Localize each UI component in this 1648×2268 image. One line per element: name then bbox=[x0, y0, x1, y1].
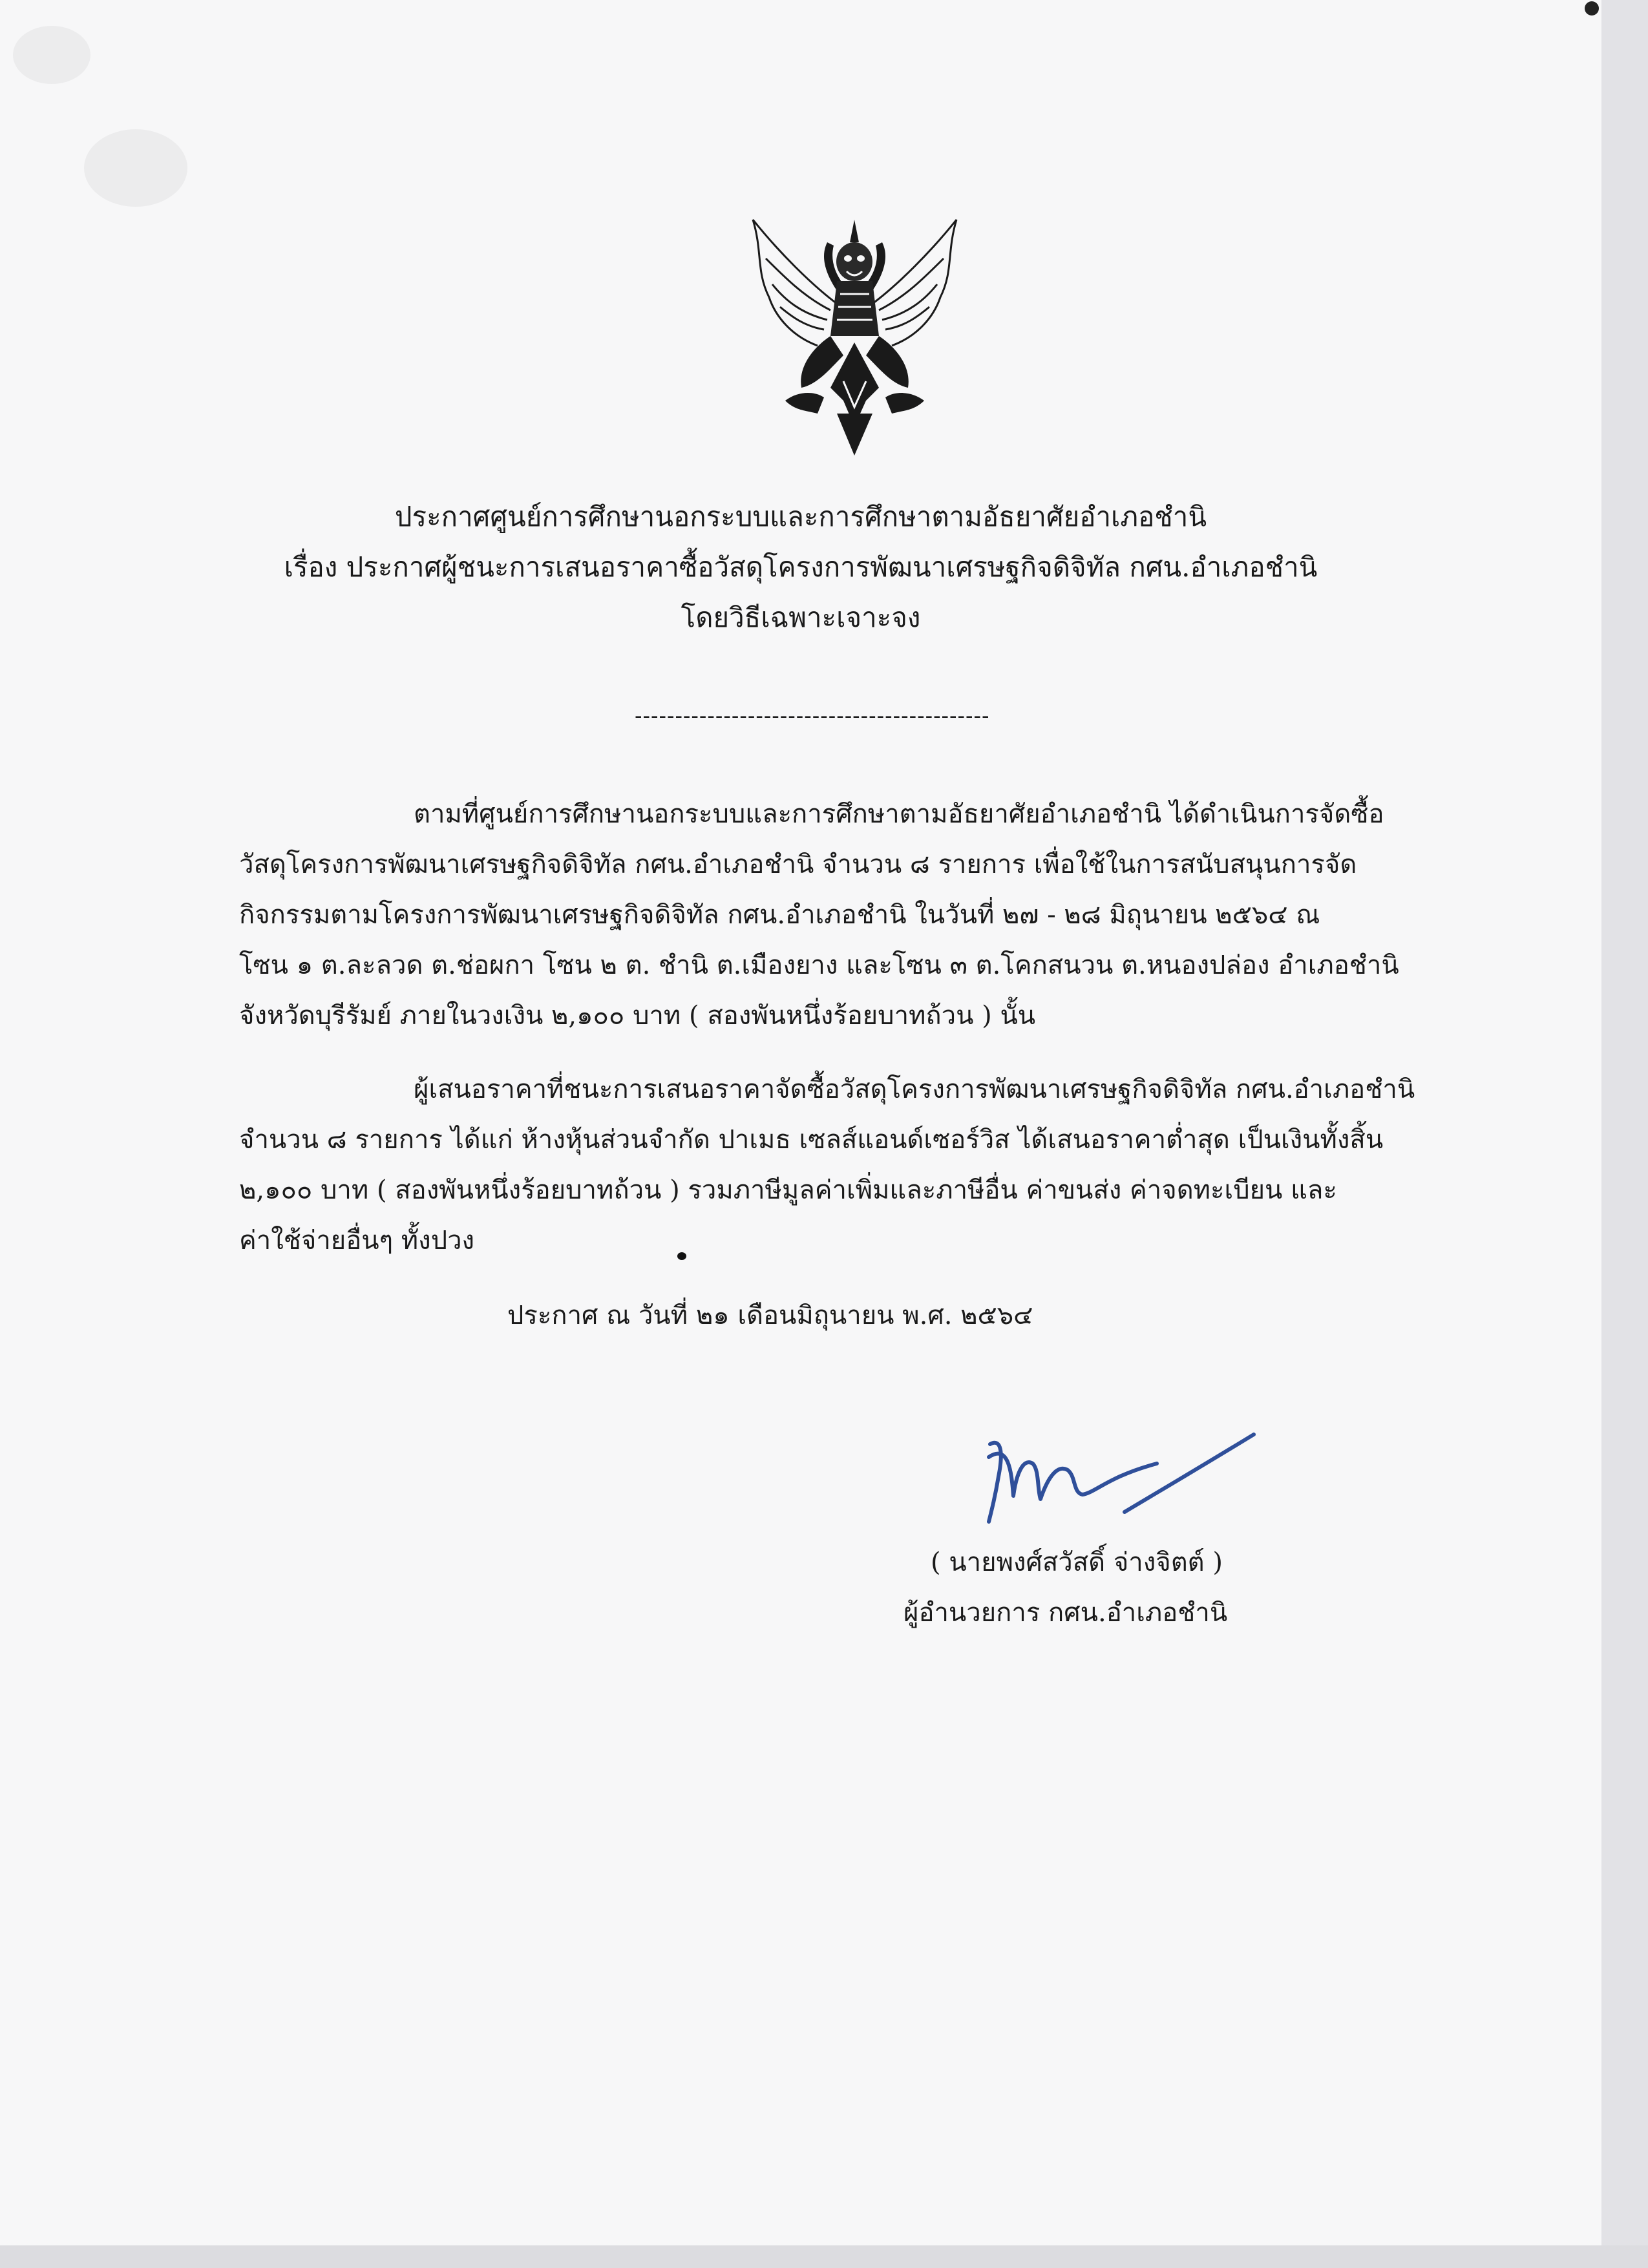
paragraph1-line: จังหวัดบุรีรัมย์ ภายในวงเงิน ๒,๑๐๐ บาท ( สองพันหนึ่งร้อยบาทถ้วน ) นั้น bbox=[239, 1001, 1036, 1031]
scan-smudge bbox=[13, 26, 90, 84]
signatory-name: ( นายพงศ์สวัสดิ์ จ่างจิตต์ ) bbox=[931, 1548, 1223, 1577]
garuda-emblem-icon bbox=[740, 207, 969, 459]
handwritten-signature bbox=[963, 1418, 1273, 1541]
announcement-date: ประกาศ ณ วันที่ ๒๑ เดือนมิถุนายน พ.ศ. ๒๕๖๔ bbox=[507, 1301, 1033, 1330]
paragraph1-line: โซน ๑ ต.ละลวด ต.ช่อผกา โซน ๒ ต. ชำนิ ต.เมืองยาง และโซน ๓ ต.โคกสนวน ต.หนองปล่อง อำเภอชำนิ bbox=[239, 950, 1399, 980]
paragraph2-line: จำนวน ๘ รายการ ได้แก่ ห้างหุ้นส่วนจำกัด ปาเมธ เซลส์แอนด์เซอร์วิส ได้เสนอราคาต่ำสุด เป็นเงินทั้งสิ้น bbox=[239, 1125, 1384, 1155]
signatory-position: ผู้อำนวยการ กศน.อำเภอชำนิ bbox=[903, 1598, 1228, 1628]
ink-dot bbox=[677, 1252, 686, 1260]
paragraph2-line: ค่าใช้จ่ายอื่นๆ ทั้งปวง bbox=[239, 1226, 475, 1255]
scan-smudge bbox=[84, 129, 187, 207]
separator-line: -------------------------------------------- bbox=[635, 703, 990, 729]
paragraph2-line: ผู้เสนอราคาที่ชนะการเสนอราคาจัดซื้อวัสดุโครงการพัฒนาเศรษฐกิจดิจิทัล กศน.อำเภอชำนิ bbox=[414, 1075, 1415, 1104]
procurement-method: โดยวิธีเฉพาะเจาะจง bbox=[681, 602, 921, 633]
scan-mark bbox=[1585, 1, 1599, 16]
paragraph1-line: ตามที่ศูนย์การศึกษานอกระบบและการศึกษาตามอัธยาศัยอำเภอชำนิ ได้ดำเนินการจัดซื้อ bbox=[414, 799, 1384, 829]
scan-border-bottom bbox=[0, 2245, 1648, 2268]
paragraph1-line: วัสดุโครงการพัฒนาเศรษฐกิจดิจิทัล กศน.อำเภอชำนิ จำนวน ๘ รายการ เพื่อใช้ในการสนับสนุนการจัด bbox=[239, 850, 1357, 879]
scan-border-right bbox=[1601, 0, 1648, 2268]
announcement-subject: เรื่อง ประกาศผู้ชนะการเสนอราคาซื้อวัสดุโครงการพัฒนาเศรษฐกิจดิจิทัล กศน.อำเภอชำนิ bbox=[284, 551, 1318, 583]
paragraph2-line: ๒,๑๐๐ บาท ( สองพันหนึ่งร้อยบาทถ้วน ) รวมภาษีมูลค่าเพิ่มและภาษีอื่น ค่าขนส่ง ค่าจดทะเบียน และ bbox=[239, 1175, 1337, 1205]
announcement-title: ประกาศศูนย์การศึกษานอกระบบและการศึกษาตามอัธยาศัยอำเภอชำนิ bbox=[394, 501, 1207, 532]
paragraph1-line: กิจกรรมตามโครงการพัฒนาเศรษฐกิจดิจิทัล กศน.อำเภอชำนิ ในวันที่ ๒๗ - ๒๘ มิถุนายน ๒๕๖๔ ณ bbox=[239, 900, 1320, 930]
